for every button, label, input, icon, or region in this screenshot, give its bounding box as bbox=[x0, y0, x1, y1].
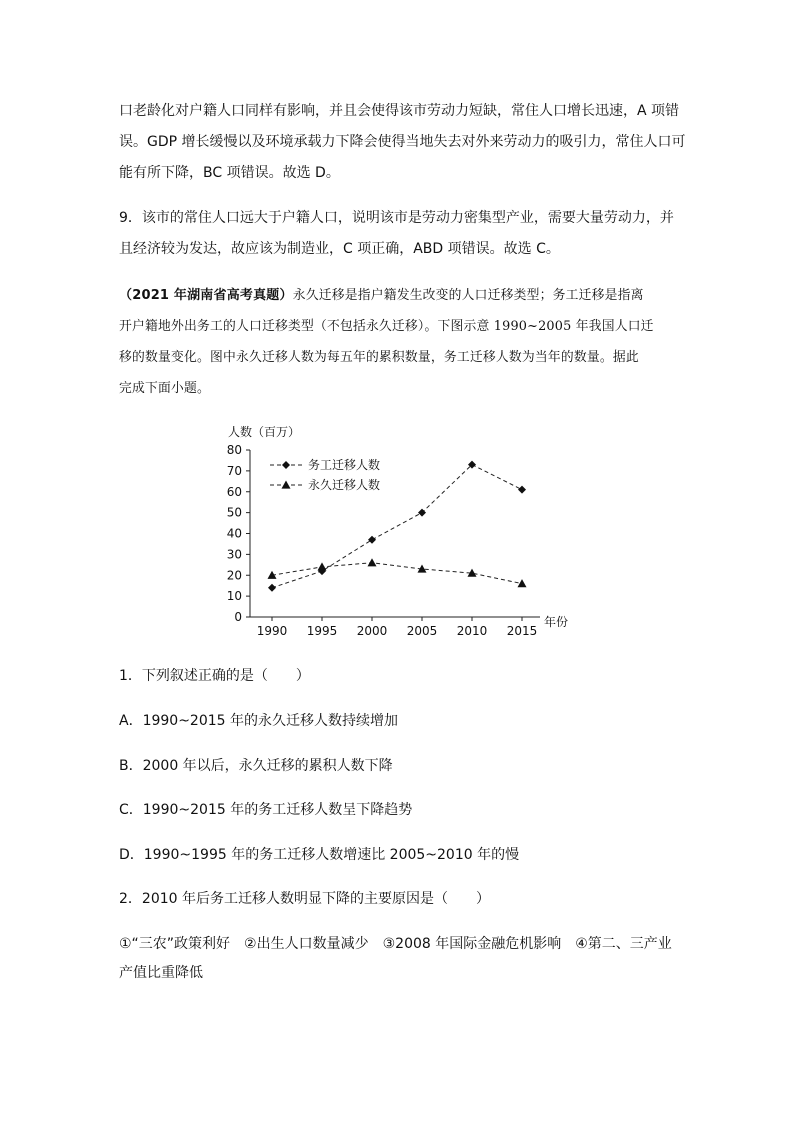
series-line-permanent-migration bbox=[272, 563, 522, 584]
text-line: 开户籍地外出务工的人口迁移类型（不包括永久迁移）。下图示意 1990~2005 年我国人口迁 bbox=[119, 319, 654, 334]
intro-text: 永久迁移是指户籍发生改变的人口迁移类型；务工迁移是指离 bbox=[292, 288, 644, 303]
y-axis-title: 人数（百万） bbox=[228, 425, 301, 439]
previous-answer-paragraph bbox=[119, 96, 686, 189]
legend-marker bbox=[282, 481, 291, 489]
question-intro-paragraph bbox=[119, 280, 679, 404]
text-line: 且经济较为发达，故应该为制造业，C 项正确，ABD 项错误。故选 C。 bbox=[119, 241, 560, 257]
text-line: 口老龄化对户籍人口同样有影响，并且会使得该市劳动力短缺，常住人口增长迅速，A 项错 bbox=[119, 103, 680, 119]
exam-source: （2021 年湖南省高考真题） bbox=[119, 288, 293, 303]
chart-legend bbox=[270, 457, 380, 492]
text-line bbox=[119, 280, 679, 311]
question-2-stem: 2．2010 年后务工迁移人数明显下降的主要原因是（ ） bbox=[119, 891, 490, 907]
x-tick-label: 2005 bbox=[406, 624, 438, 638]
x-tick-label: 1990 bbox=[256, 624, 288, 638]
x-tick-label: 2010 bbox=[456, 624, 488, 638]
text-line: 9．该市的常住人口远大于户籍人口，说明该市是劳动力密集型产业，需要大量劳动力，并 bbox=[119, 210, 674, 226]
x-tick-label: 2015 bbox=[506, 624, 538, 638]
permanent-migration-point bbox=[318, 562, 327, 570]
x-tick-label: 1995 bbox=[306, 624, 338, 638]
y-tick-label: 80 bbox=[226, 443, 242, 457]
work-migration-point bbox=[418, 509, 426, 517]
x-axis-title: 年份 bbox=[544, 615, 569, 629]
permanent-migration-point bbox=[518, 579, 527, 587]
question-1-option-b[interactable]: B．2000 年以后，永久迁移的累积人数下降 bbox=[119, 758, 393, 774]
chart-axes bbox=[227, 424, 568, 638]
legend-label: 务工迁移人数 bbox=[308, 458, 381, 472]
text-line: 误。GDP 增长缓慢以及环境承载力下降会使得当地失去对外来劳动力的吸引力，常住人口可 bbox=[119, 134, 686, 150]
legend-label: 永久迁移人数 bbox=[308, 478, 381, 492]
y-tick-label: 20 bbox=[226, 568, 242, 583]
work-migration-point bbox=[268, 584, 276, 592]
text-line: 能有所下降，BC 项错误。故选 D。 bbox=[119, 165, 340, 181]
y-tick-label: 10 bbox=[226, 589, 242, 604]
migration-line-chart bbox=[210, 415, 590, 645]
legend-marker bbox=[282, 461, 290, 469]
question-2-options-line: ①“三农”政策利好 ②出生人口数量减少 ③2008 年国际金融危机影响 ④第二、三产业 bbox=[119, 936, 672, 952]
question-1-option-d[interactable]: D．1990~1995 年的务工迁移人数增速比 2005~2010 年的慢 bbox=[119, 847, 520, 863]
work-migration-point bbox=[518, 486, 526, 494]
y-tick-label: 0 bbox=[234, 610, 242, 624]
y-tick-label: 30 bbox=[226, 547, 242, 562]
permanent-migration-point bbox=[368, 558, 377, 566]
text-line: 移的数量变化。图中永久迁移人数为每五年的累积数量，务工迁移人数为当年的数量。据此 bbox=[119, 350, 639, 365]
chart-series bbox=[268, 461, 527, 592]
question-1-option-a[interactable]: A．1990~2015 年的永久迁移人数持续增加 bbox=[119, 713, 399, 729]
y-tick-label: 60 bbox=[226, 484, 242, 499]
work-migration-point bbox=[368, 536, 376, 544]
question-2-options-line: 产值比重降低 bbox=[119, 965, 203, 981]
x-tick-label: 2000 bbox=[356, 624, 388, 638]
answer-9-paragraph bbox=[119, 203, 679, 265]
text-line: 完成下面小题。 bbox=[119, 381, 210, 396]
question-1-option-c[interactable]: C．1990~2015 年的务工迁移人数呈下降趋势 bbox=[119, 802, 413, 818]
y-tick-label: 70 bbox=[226, 463, 242, 478]
y-tick-label: 40 bbox=[226, 526, 242, 541]
question-1-stem: 1．下列叙述正确的是（ ） bbox=[119, 668, 310, 684]
y-tick-label: 50 bbox=[226, 505, 242, 520]
